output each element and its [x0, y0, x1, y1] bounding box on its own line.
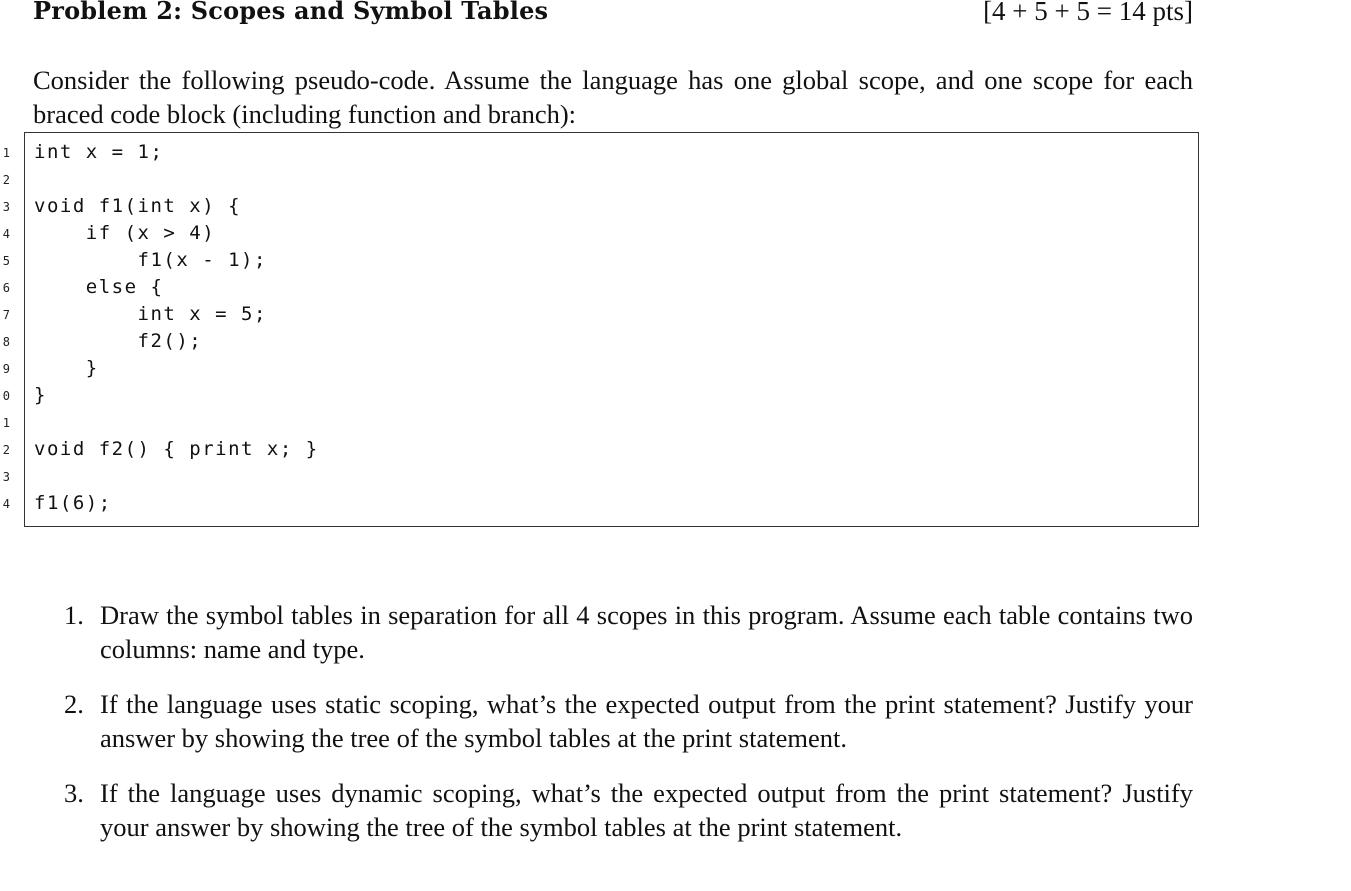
question-text: Draw the symbol tables in separation for all 4 scopes in this program. Assume each table contains two columns: name and type. [100, 600, 1193, 664]
line-number: 0 [2, 389, 10, 403]
problem-heading [33, 0, 1193, 30]
line-number: 8 [2, 335, 10, 349]
line-number: 7 [2, 308, 10, 322]
problem-title: Problem 2: Scopes and Symbol Tables [33, 0, 549, 25]
question-item [64, 598, 1193, 666]
code-line: } [34, 357, 99, 379]
line-number: 5 [2, 254, 10, 268]
line-number: 2 [2, 173, 10, 187]
line-number: 6 [2, 281, 10, 295]
line-number-gutter [0, 140, 12, 520]
line-number: 4 [2, 497, 10, 511]
code-line: f1(x - 1); [34, 249, 267, 271]
code-line: f2(); [34, 330, 203, 352]
line-number: 2 [2, 443, 10, 457]
question-number: 1. [64, 600, 84, 630]
line-number: 3 [2, 200, 10, 214]
question-item [64, 687, 1193, 755]
code-line: f1(6); [34, 492, 112, 514]
line-number: 1 [2, 416, 10, 430]
problem-intro [33, 63, 1193, 131]
code-line: int x = 1; [34, 141, 164, 163]
line-number: 4 [2, 227, 10, 241]
code-line: void f2() { print x; } [34, 438, 319, 460]
code-line: int x = 5; [34, 303, 267, 325]
code-line: } [34, 384, 47, 406]
question-number: 3. [64, 778, 84, 808]
question-text: If the language uses static scoping, what’s the expected output from the print statement? Justify your answer by showing the tree of the symbol tables at the print statement. [100, 689, 1193, 753]
question-text: If the language uses dynamic scoping, what’s the expected output from the print statement? Justify your answer by showing the tree of the symbol tables at the print statement. [100, 778, 1193, 842]
code-line: if (x > 4) [34, 222, 216, 244]
line-number: 3 [2, 470, 10, 484]
line-number: 1 [2, 146, 10, 160]
code-line: else { [34, 276, 164, 298]
points-label: [4 + 5 + 5 = 14 pts] [983, 0, 1193, 26]
code-line: void f1(int x) { [34, 195, 242, 217]
intro-paragraph: Consider the following pseudo-code. Assume the language has one global scope, and one scope for each braced code block (including function and branch): [33, 65, 1193, 129]
question-number: 2. [64, 689, 84, 719]
question-item [64, 776, 1193, 844]
question-list [64, 598, 1193, 844]
line-number: 9 [2, 362, 10, 376]
